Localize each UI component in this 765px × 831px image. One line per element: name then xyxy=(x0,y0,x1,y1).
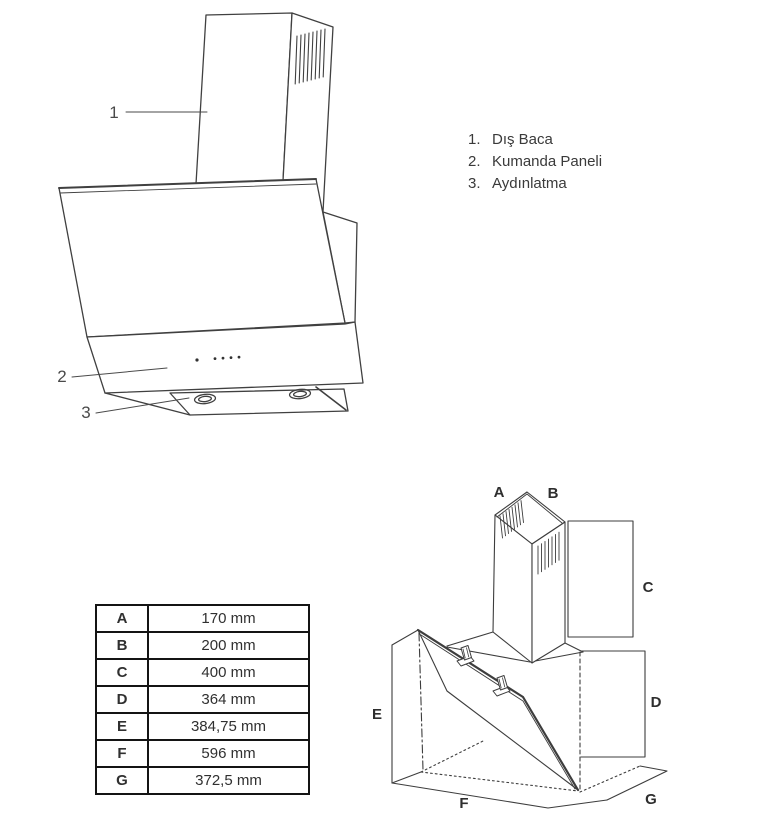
legend-item xyxy=(468,173,602,195)
table-row xyxy=(96,605,309,632)
dimension-value: 364 mm xyxy=(148,686,309,713)
dimension-value: 400 mm xyxy=(148,659,309,686)
dimension-key: E xyxy=(96,713,148,740)
back-wall xyxy=(392,630,423,783)
callout-3: 3 xyxy=(81,403,91,422)
glass-panel xyxy=(59,179,345,337)
table-row xyxy=(96,686,309,713)
legend-item-number: 1. xyxy=(468,131,481,148)
legend-item-number: 3. xyxy=(468,175,481,192)
dim-label-f: F xyxy=(459,795,469,812)
table-row xyxy=(96,713,309,740)
dim-d-box xyxy=(581,651,645,757)
dim-label-a: A xyxy=(493,484,505,501)
legend-item-label: Aydınlatma xyxy=(492,175,567,192)
legend-item xyxy=(468,151,602,173)
table-row xyxy=(96,659,309,686)
table-row xyxy=(96,767,309,794)
dim-label-d: D xyxy=(650,694,662,711)
dimension-value: 384,75 mm xyxy=(148,713,309,740)
legend-item-label: Kumanda Paneli xyxy=(492,153,603,170)
dimension-key: D xyxy=(96,686,148,713)
dimensions-table xyxy=(95,604,310,795)
dimension-value: 596 mm xyxy=(148,740,309,767)
dim-label-g: G xyxy=(645,791,657,808)
dimension-key: A xyxy=(96,605,148,632)
g-plate xyxy=(607,766,667,800)
dim-c-box xyxy=(568,521,633,637)
dimension-key: G xyxy=(96,767,148,794)
dim-label-b: B xyxy=(547,485,559,502)
dimension-key: C xyxy=(96,659,148,686)
table-row xyxy=(96,632,309,659)
center-dashdot-line xyxy=(419,633,423,770)
callout-2: 2 xyxy=(57,367,67,386)
legend-item-label: Dış Baca xyxy=(492,131,553,148)
dim-label-c: C xyxy=(642,579,654,596)
callout-1: 1 xyxy=(109,103,119,122)
dimension-diagram xyxy=(392,492,667,808)
table-row xyxy=(96,740,309,767)
dimension-value: 200 mm xyxy=(148,632,309,659)
glass-slab xyxy=(418,630,578,790)
dimension-value: 372,5 mm xyxy=(148,767,309,794)
product-line-drawing xyxy=(59,13,363,415)
dimension-key: B xyxy=(96,632,148,659)
chimney-isometric xyxy=(493,492,565,663)
legend-item xyxy=(468,129,602,151)
dim-label-e: E xyxy=(371,706,383,723)
legend-item-number: 2. xyxy=(468,153,481,170)
parts-legend xyxy=(468,129,602,195)
dimension-value: 170 mm xyxy=(148,605,309,632)
dimension-key: F xyxy=(96,740,148,767)
base-plane xyxy=(392,772,607,808)
